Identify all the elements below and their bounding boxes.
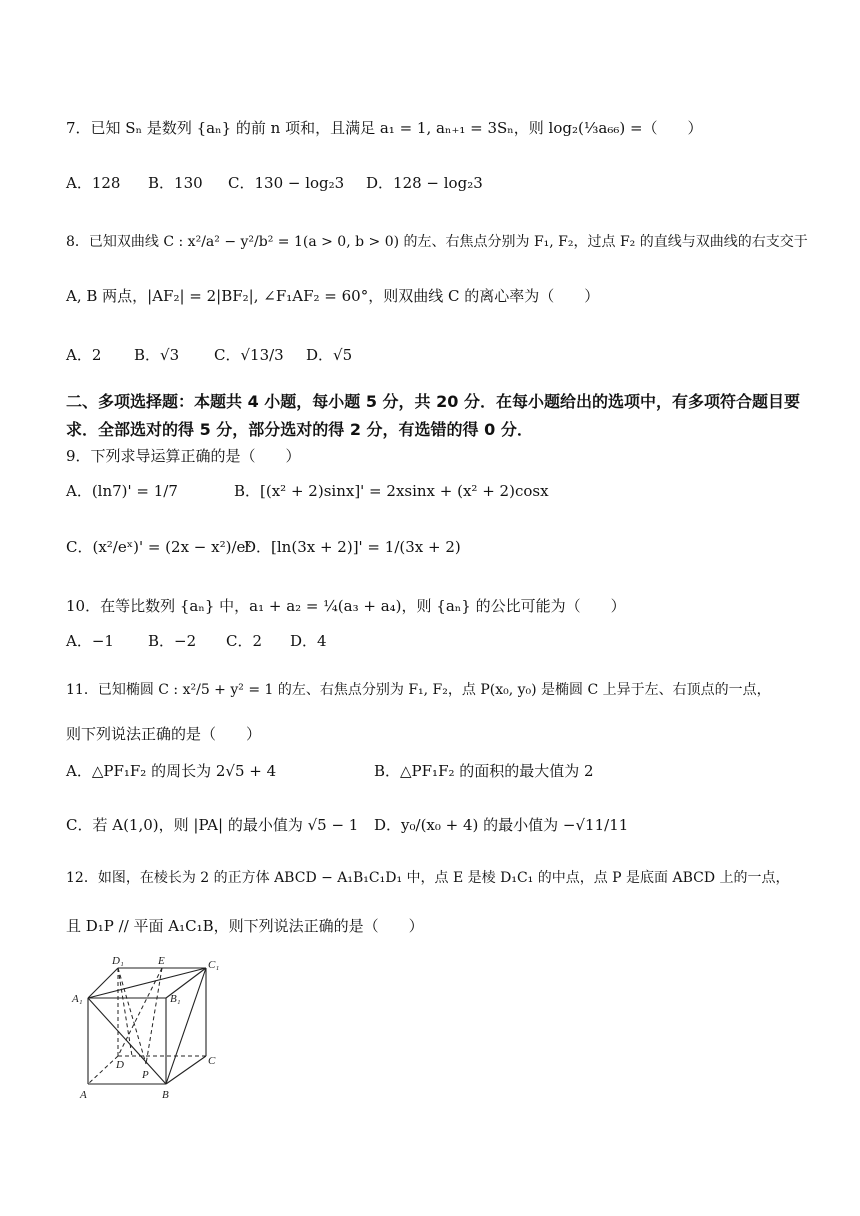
question-8-option-c: C．√13/3: [214, 346, 284, 364]
question-9-option-a: A．(ln7)' = 1/7: [66, 482, 178, 500]
question-11-stem-line2: 则下列说法正确的是（ ）: [66, 725, 262, 743]
question-7-option-d: D．128 − log₂3: [366, 174, 483, 192]
label-b1: B₁: [170, 993, 181, 1005]
question-10-option-d: D．4: [290, 632, 327, 650]
question-8-option-d: D．√5: [306, 346, 353, 364]
question-11-option-b: B．△PF₁F₂ 的面积的最大值为 2: [374, 762, 594, 780]
label-b: B: [162, 1089, 169, 1101]
question-9-stem: 9．下列求导运算正确的是（ ）: [66, 447, 301, 465]
question-11-option-a: A．△PF₁F₂ 的周长为 2√5 + 4: [66, 762, 277, 780]
question-7-option-c: C．130 − log₂3: [228, 174, 345, 192]
question-8-stem-line2: A, B 两点，|AF₂| = 2|BF₂|, ∠F₁AF₂ = 60°，则双曲线 C 的离心率为（ ）: [66, 287, 600, 305]
question-9-option-c: C．(x²/eˣ)' = (2x − x²)/eˣ: [66, 538, 252, 556]
label-a1: A₁: [72, 993, 83, 1005]
label-a: A: [80, 1089, 87, 1101]
question-12-stem-line1: 12．如图，在棱长为 2 的正方体 ABCD − A₁B₁C₁D₁ 中，点 E 是棱 D₁C₁ 的中点，点 P 是底面 ABCD 上的一点，: [66, 870, 790, 886]
label-e: E: [158, 955, 165, 967]
question-9-option-b: B．[(x² + 2)sinx]' = 2xsinx + (x² + 2)cosx: [234, 482, 549, 500]
label-d1: D₁: [112, 955, 124, 967]
question-10-option-b: B．−2: [148, 632, 197, 650]
question-7-stem: 7．已知 Sₙ 是数列 {aₙ} 的前 n 项和，且满足 a₁ = 1, aₙ₊₁ = 3Sₙ，则 log₂(⅓a₆₆) =（ ）: [66, 119, 703, 137]
question-8-stem-line1: 8．已知双曲线 C : x²/a² − y²/b² = 1(a > 0, b > 0) 的左、右焦点分别为 F₁, F₂，过点 F₂ 的直线与双曲线的右支交于: [66, 234, 808, 250]
label-d: D: [116, 1059, 124, 1071]
question-7-option-a: A．128: [66, 174, 121, 192]
question-9-option-d: D．[ln(3x + 2)]' = 1/(3x + 2): [244, 538, 461, 556]
question-7-option-b: B．130: [148, 174, 203, 192]
question-12-stem-line2: 且 D₁P // 平面 A₁C₁B，则下列说法正确的是（ ）: [66, 917, 424, 935]
question-8-option-b: B．√3: [134, 346, 180, 364]
cube-figure: [70, 952, 240, 1102]
label-p: P: [142, 1069, 149, 1081]
question-11-option-d: D．y₀/(x₀ + 4) 的最小值为 −√11/11: [374, 816, 629, 834]
label-c1: C₁: [208, 959, 220, 971]
section-2-heading: 二、多项选择题：本题共 4 小题，每小题 5 分，共 20 分．在每小题给出的选项中，有多项符合题目要求．全部选对的得 5 分，部分选对的得 2 分，有选错的得 0 分．: [66, 392, 800, 439]
question-10-stem: 10．在等比数列 {aₙ} 中，a₁ + a₂ = ¼(a₃ + a₄)，则 {aₙ} 的公比可能为（ ）: [66, 597, 626, 615]
question-11-stem-line1: 11．已知椭圆 C : x²/5 + y² = 1 的左、右焦点分别为 F₁, F₂，点 P(x₀, y₀) 是椭圆 C 上异于左、右顶点的一点，: [66, 682, 771, 698]
question-8-option-a: A．2: [66, 346, 102, 364]
question-10-option-a: A．−1: [66, 632, 114, 650]
label-c: C: [208, 1055, 216, 1067]
question-10-option-c: C．2: [226, 632, 263, 650]
question-11-option-c: C．若 A(1,0)，则 |PA| 的最小值为 √5 − 1: [66, 816, 359, 834]
